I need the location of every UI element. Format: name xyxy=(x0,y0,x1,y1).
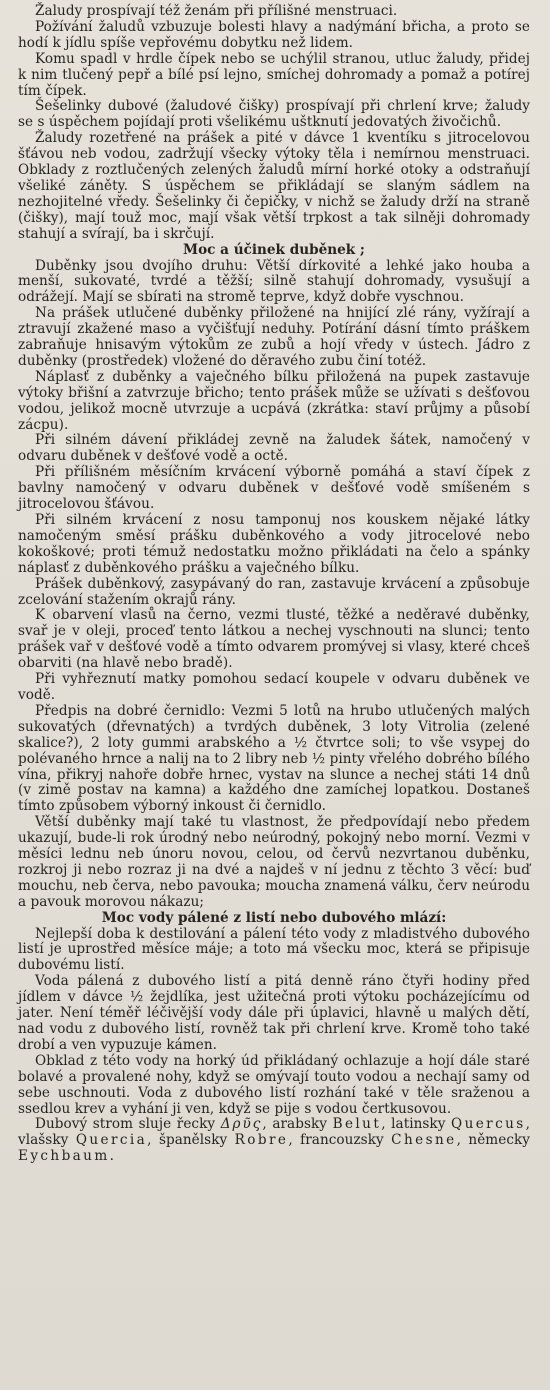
section-heading-oak-water: Moc vody pálené z listí nebo dubového mlází: xyxy=(101,909,447,926)
paragraph-headache: Požívání žaludů vzbuzuje bolesti hlavy a nadýmání břicha, a proto se hodí k jídlu spíše vepřovému dobytku než lidem. xyxy=(18,18,530,51)
names-text-mid5: , francouzsky xyxy=(288,1132,392,1149)
paragraph-gall-omens: Větší duběnky mají také tu vlastnost, že předpovídají nebo předem ukazují, bude-li rok úrodný nebo neúrodný, pokojný nebo morní. Vezmi v měsíci lednu neb únoru novou, celou, od červů nezvrtanou duběnku, rozkroj ji nebo rozraz ji na dvé a najdeš v ní jednu z těchto 3 věcí: buď mouchu, neb červa, nebo pavouka; moucha znamená válku, červ neúrodu a pavouk morovou nákazu; xyxy=(18,814,530,910)
paragraph-prolapse: Při vyhřeznutí matky pomohou sedací koupele v odvaru duběnek ve vodě. xyxy=(18,671,530,703)
paragraph-oak-water-dose: Voda pálená z dubového listí a pitá denně ráno čtyři hodiny před jídlem v dávce ½ žejdlíka, jest užitečná proti výtoku pocházejícímu od jater. Není téměř léčivější vody dále při úplavici, hlavně u malých dětí, nad vodu z dubového listí, rovněž tak při chrlení krve. Kromě toho také drobí a ven vypuzuje kámen. xyxy=(18,973,530,1053)
names-text-pre: Dubový strom sluje řecky xyxy=(35,1116,221,1133)
names-text-end: . xyxy=(109,1148,114,1165)
paragraph-wound-powder: Prášek duběnkový, zasypávaný do ran, zastavuje krvácení a způsobuje zcelování stažením okrajů rány. xyxy=(18,575,530,608)
name-greek: Δρῦς xyxy=(220,1116,263,1133)
name-spanish: Robre xyxy=(234,1132,289,1149)
name-arabic: Belut xyxy=(332,1116,382,1133)
paragraph-menstrual-bleeding: Při přílišném měsíčním krvácení výborně pomáhá a staví čípek z bavlny namočený v odvaru duběnek v dešťové vodě smíšeném s jitrocelovou šťávou. xyxy=(18,464,530,513)
paragraph-acorn-cups: Šešelinky dubové (žaludové čišky) prospívají při chrlení krve; žaludy se s úspěchem pojídají proti všelikému uštknutí jedovatých živočichů. xyxy=(18,98,530,131)
name-italian: Quercia xyxy=(75,1132,148,1149)
names-text-mid3: , vlašsky xyxy=(18,1116,530,1149)
paragraph-uvula: Komu spadl v hrdle čípek nebo se uchýlil stranou, utluc žaludy, přidej k nim tlučený pepř a bílé psí lejno, smíchej dohromady a pomaž a potírej tím čípek. xyxy=(18,50,530,99)
name-french: Chesne xyxy=(391,1132,457,1149)
paragraph-acorn-powder: Žaludy rozetřené na prášek a pité v dávce 1 kventíku s jitrocelovou šťávou neb vodou, zadržují všecky výtoky těla i nemírnou menstruaci. Obklady z roztlučených zelených žaludů mírní horké otoky a odstraňují všeliké záněty. S úspěchem se přikládají se slaným sádlem na nezhojitelné vředy. Šešelinky či čepičky, v nichž se žaludy drží na straně (čišky), mají touž moc, mají však větší trpkost a tak silněji dohromady stahují a svírají, ba i skrčují. xyxy=(18,130,530,242)
paragraph-gall-types: Duběnky jsou dvojího druhu: Větší dírkovité a lehké jako houba a menší, sukovaté, tvrdé a těžší; silně stahují dohromady, vysušují a odrážejí. Mají se sbírati na stromě teprve, když dobře vyschnou. xyxy=(18,257,530,306)
paragraph-gall-plaster: Náplasť z duběnky a vaječného bílku přiložená na pupek zastavuje výtoky břišní a zatvrzuje břicho; tento prášek může se užívati s dešťovou vodou, jelikož mocně utvrzuje a ucpává (zkrátka: staví průjmy a působí zácpu). xyxy=(18,368,530,433)
names-text-mid2: , latinsky xyxy=(381,1116,452,1133)
names-text-mid6: , německy xyxy=(456,1132,530,1149)
paragraph-distilling: Nejlepší doba k destilování a pálení této vody z mladistvého dubového listí je uprostřed měsíce máje; a toto má všecku moc, která se připisuje dubovému listí. xyxy=(18,925,530,974)
paragraph-nosebleed: Při silném krvácení z nosu tamponuj nos kouskem nějaké látky namočeným směsí prášku duběnkového a vody jitrocelové nebo kokoškové; proti témuž nedostatku možno přikládati na čelo a spánky náplasť z duběnkového prášku a vaječného bílku. xyxy=(18,512,530,576)
paragraph-vomiting: Při silném dávení přikládej zevně na žaludek šátek, namočený v odvaru duběnek v dešťové vodě a octě. xyxy=(18,432,530,465)
name-german: Eychbaum xyxy=(18,1148,110,1165)
names-text-mid4: , španělsky xyxy=(147,1132,235,1149)
paragraph-hair-dye: K obarvení vlasů na černo, vezmi tlusté, těžké a neděravé duběnky, svař je v oleji, proceď tento látkou a nechej vyschnouti na slunci; tento prášek vař v dešťové vodě a tímto odvarem promývej si vlasy, které chceš obarviti (na hlavě nebo bradě). xyxy=(18,607,530,672)
names-text-mid1: , arabsky xyxy=(262,1116,333,1133)
paragraph-oak-names xyxy=(18,1117,530,1165)
paragraph-oak-water-compress: Obklad z této vody na horký úd přikládaný ochlazuje a hojí dále staré bolavé a provalené nohy, když se omývají touto vodou a nechají samy od sebe uschnouti. Voda z dubového listí rozhání také v těle sraženou a ssedlou krev a vyhání ji ven, když se pije s vodou čertkusovou. xyxy=(18,1052,530,1117)
name-latin: Quercus xyxy=(451,1116,526,1133)
paragraph-ink-recipe: Předpis na dobré černidlo: Vezmi 5 lotů na hrubo utlučených malých sukovatých (dřevnatých) a tvrdých duběnek, 3 loty Vitrolia (zelené skalice?), 2 loty gummi arabského a ½ čtvrtce soli; to vše vsypej do polévaného hrnce a nalij na to 2 libry neb ½ pinty vřelého dobrého bílého vína, přikryj nahoře dobře hrnec, vystav na slunce a nechej státi 14 dnů (v zimě postav na kamna) a každého dne zamíchej lopatkou. Dostaneš tímto způsobem výborný inkoust či černidlo. xyxy=(18,702,530,815)
paragraph-gall-wounds: Na prášek utlučené duběnky přiložené na hnijící zlé rány, vyžírají a ztravují zkažené maso a vyčišťují neduhy. Potírání dásní tímto práškem zabraňuje hnisavým výtokům ze zubů a hojí vředy v ústech. Jádro z duběnky (prostředek) vložené do děravého zubu činí totéž. xyxy=(18,305,530,369)
paragraph-menstruation: Žaludy prospívají též ženám při přílišné menstruaci. xyxy=(35,3,398,19)
section-heading-oak-galls: Moc a účinek duběnek ; xyxy=(183,241,365,258)
